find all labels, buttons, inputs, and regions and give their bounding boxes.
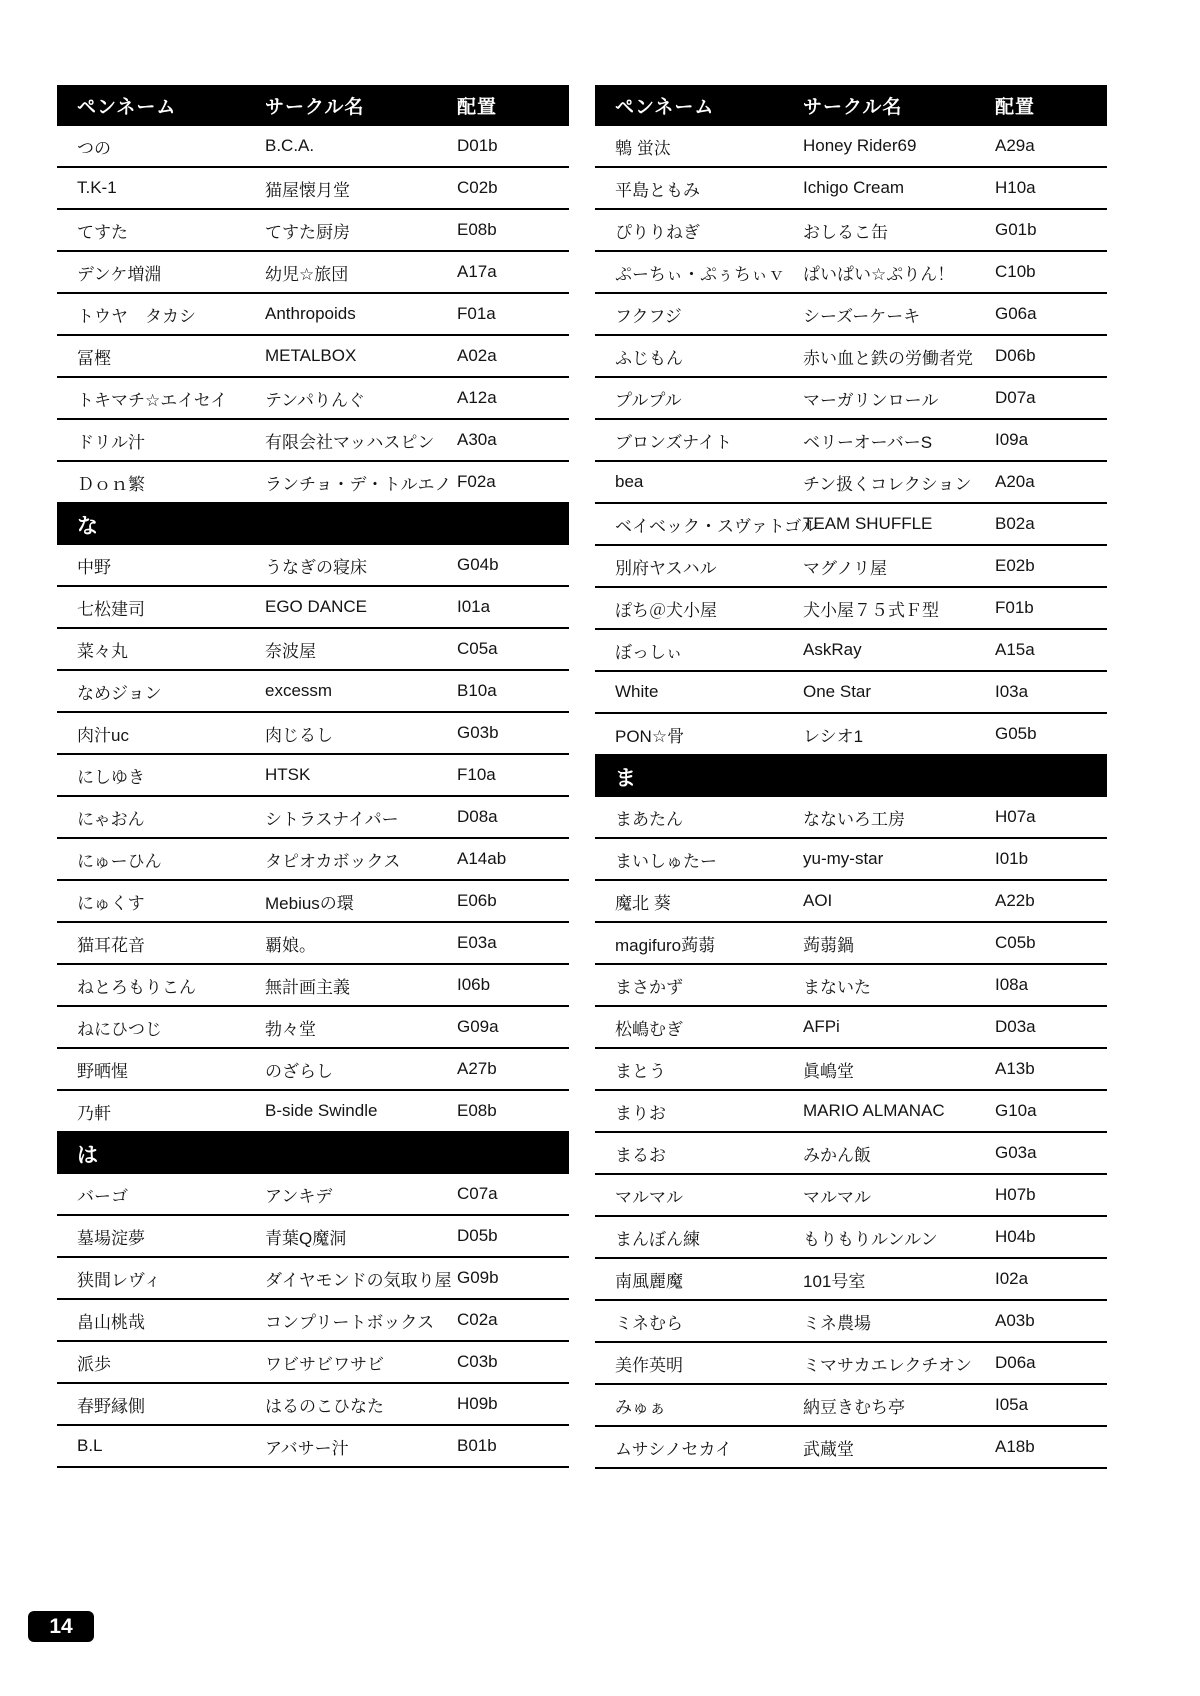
circle-name: 眞嶋堂 — [803, 1061, 854, 1081]
placement: D05b — [457, 1226, 498, 1245]
circle-name: マルマル — [803, 1187, 871, 1207]
table-row — [595, 672, 1107, 714]
placement: G01b — [995, 220, 1037, 239]
pen-name: まさかず — [615, 977, 683, 997]
pen-name: てすた — [77, 222, 128, 242]
pen-name: 別府ヤスハル — [615, 558, 717, 578]
placement: D01b — [457, 136, 498, 155]
header-placement: 配置 — [457, 97, 498, 118]
table-header — [57, 85, 569, 126]
circle-name: excessm — [265, 681, 333, 700]
pen-name: 冨樫 — [77, 348, 111, 368]
circle-name: ミネ農場 — [803, 1313, 871, 1333]
circle-name: マーガリンロール — [803, 390, 939, 410]
table-row — [595, 881, 1107, 923]
table-row — [595, 714, 1107, 756]
placement: I01b — [995, 849, 1029, 868]
placement: H07b — [995, 1185, 1036, 1204]
header-placement: 配置 — [995, 97, 1036, 118]
placement: A12a — [457, 388, 497, 407]
circle-name: シーズーケーキ — [803, 306, 921, 326]
pen-name: 鵯 蛍汰 — [615, 138, 671, 158]
pen-name: Ｄｏｎ繁 — [77, 474, 145, 494]
table-row — [595, 1091, 1107, 1133]
placement: E02b — [995, 556, 1035, 575]
circle-name: AFPi — [803, 1017, 840, 1036]
table-row — [57, 462, 569, 504]
pen-name: トウヤ タカシ — [77, 306, 196, 326]
circle-name: AskRay — [803, 640, 862, 659]
pen-name: ねにひつじ — [77, 1019, 162, 1039]
placement: G04b — [457, 555, 499, 574]
table-row — [57, 755, 569, 797]
placement: G06a — [995, 304, 1037, 323]
pen-name: ベイベック・スヴァトゴル — [615, 516, 819, 536]
placement: H07a — [995, 807, 1036, 826]
table-row — [57, 1091, 569, 1133]
circle-name: てすた厨房 — [265, 222, 350, 242]
pen-name: プルプル — [615, 390, 682, 410]
pen-name: 魔北 葵 — [615, 893, 671, 913]
placement: F01a — [457, 304, 496, 323]
pen-name: ドリル汁 — [77, 432, 145, 452]
circle-name: ランチョ・デ・トルエノ — [265, 474, 452, 494]
table-row — [57, 252, 569, 294]
header-pen-name: ペンネーム — [615, 97, 715, 118]
circle-name: Honey Rider69 — [803, 136, 917, 155]
circle-name: ダイヤモンドの気取り屋 — [265, 1270, 452, 1290]
pen-name: ぴりりねぎ — [615, 222, 700, 242]
table-row — [595, 1385, 1107, 1427]
table-row — [595, 1343, 1107, 1385]
circle-name: 覇娘。 — [265, 935, 316, 955]
placement: F02a — [457, 472, 496, 491]
table-row — [57, 839, 569, 881]
circle-name: ベリーオーバーS — [803, 432, 933, 452]
placement: C07a — [457, 1184, 498, 1203]
circle-name: One Star — [803, 682, 872, 701]
circle-name: ワビサビワサビ — [265, 1354, 384, 1374]
table-row — [595, 588, 1107, 630]
pen-name: ミネむら — [615, 1313, 683, 1333]
placement: I09a — [995, 430, 1029, 449]
pen-name: 野晒惺 — [77, 1061, 128, 1081]
pen-name: ねとろもりこん — [77, 977, 196, 997]
pen-name: マルマル — [615, 1187, 683, 1207]
placement: F01b — [995, 598, 1034, 617]
pen-name: PON☆骨 — [615, 726, 685, 746]
table-row — [595, 965, 1107, 1007]
pen-name: ぷーちぃ・ぷぅちぃｖ — [615, 264, 785, 284]
circle-name: テンパりんぐ — [265, 390, 365, 410]
table-row — [57, 671, 569, 713]
circle-name: 納豆きむち亭 — [803, 1397, 905, 1417]
table-row — [57, 168, 569, 210]
header-circle-name: サークル名 — [265, 97, 365, 118]
table-row — [595, 168, 1107, 210]
placement: A02a — [457, 346, 497, 365]
placement: A03b — [995, 1311, 1035, 1330]
table-row — [595, 378, 1107, 420]
table-row — [57, 797, 569, 839]
placement: I01a — [457, 597, 491, 616]
pen-name: ムサシノセカイ — [615, 1439, 732, 1459]
table-row — [57, 1384, 569, 1426]
placement: A14ab — [457, 849, 507, 868]
pen-name: White — [615, 682, 659, 701]
placement: B10a — [457, 681, 497, 700]
table-row — [57, 629, 569, 671]
circle-name: 武蔵堂 — [803, 1439, 854, 1459]
table-row — [57, 1342, 569, 1384]
table-row — [57, 713, 569, 755]
placement: A17a — [457, 262, 497, 281]
table-left — [57, 85, 569, 1469]
placement: B01b — [457, 1436, 497, 1455]
placement: G10a — [995, 1101, 1037, 1120]
placement: A29a — [995, 136, 1035, 155]
circle-name: のざらし — [265, 1061, 333, 1081]
table-row — [57, 420, 569, 462]
circle-name: 赤い血と鉄の労働者党 — [803, 348, 973, 368]
header-circle-name: サークル名 — [803, 97, 903, 118]
pen-name: デンケ増淵 — [77, 264, 162, 284]
table-row — [595, 1427, 1107, 1469]
table-row — [57, 587, 569, 629]
table-row — [595, 1217, 1107, 1259]
table-row — [595, 1259, 1107, 1301]
table-row — [595, 630, 1107, 672]
table-body-right — [595, 126, 1107, 1469]
table-area — [57, 85, 1107, 1469]
pen-name: 南風麗魔 — [615, 1271, 683, 1291]
table-row — [595, 504, 1107, 546]
circle-name: Ichigo Cream — [803, 178, 905, 197]
pen-name: まるお — [615, 1145, 666, 1165]
circle-name: シトラスナイパー — [265, 809, 399, 829]
pen-name: 乃軒 — [77, 1103, 111, 1123]
placement: A20a — [995, 472, 1035, 491]
circle-name: AOI — [803, 891, 833, 910]
table-row — [595, 839, 1107, 881]
pen-name: つの — [77, 138, 111, 158]
pen-name: 美作英明 — [615, 1355, 683, 1375]
placement: E08b — [457, 1101, 497, 1120]
placement: G09a — [457, 1017, 499, 1036]
pen-name: にゃおん — [77, 809, 145, 829]
pen-name: 七松建司 — [77, 599, 145, 619]
table-row — [595, 210, 1107, 252]
table-row — [57, 1007, 569, 1049]
circle-name: yu-my-star — [803, 849, 884, 868]
placement: G05b — [995, 724, 1037, 743]
table-row — [595, 1301, 1107, 1343]
table-row — [57, 378, 569, 420]
placement: E03a — [457, 933, 497, 952]
circle-name: HTSK — [265, 765, 311, 784]
table-row — [595, 420, 1107, 462]
circle-name: チン扱くコレクション — [803, 474, 972, 494]
circle-name: 有限会社マッハスピン — [265, 432, 435, 452]
placement: D06b — [995, 346, 1036, 365]
circle-name: TEAM SHUFFLE — [803, 514, 933, 533]
placement: C10b — [995, 262, 1036, 281]
circle-name: コンプリートボックス — [265, 1312, 435, 1332]
table-row — [595, 546, 1107, 588]
circle-name: ぱいぱい☆ぷりん！ — [803, 264, 955, 284]
placement: A27b — [457, 1059, 497, 1078]
section-divider — [57, 1133, 569, 1174]
pen-name: なめジョン — [77, 683, 162, 703]
circle-name: おしるこ缶 — [803, 222, 888, 242]
pen-name: 墓場淀夢 — [77, 1228, 145, 1248]
pen-name: ブロンズナイト — [615, 432, 732, 452]
pen-name: まあたん — [615, 809, 683, 829]
pen-name: T.K-1 — [77, 178, 117, 197]
placement: E08b — [457, 220, 497, 239]
pen-name: magifuro蒟蒻 — [615, 935, 716, 955]
placement: F10a — [457, 765, 496, 784]
circle-name: 101号室 — [803, 1271, 866, 1291]
section-divider-label: な — [77, 514, 98, 538]
circle-name: みかん飯 — [803, 1145, 871, 1165]
placement: G03a — [995, 1143, 1037, 1162]
pen-name: 松嶋むぎ — [615, 1019, 683, 1039]
table-row — [595, 1175, 1107, 1217]
circle-name: 奈波屋 — [265, 641, 316, 661]
table-row — [57, 1049, 569, 1091]
table-row — [57, 881, 569, 923]
circle-name: METALBOX — [265, 346, 357, 365]
placement: C03b — [457, 1352, 498, 1371]
circle-name: 勃々堂 — [265, 1019, 316, 1039]
placement: D03a — [995, 1017, 1036, 1036]
circle-name: 青葉Q魔洞 — [265, 1228, 347, 1248]
table-row — [57, 294, 569, 336]
placement: I06b — [457, 975, 491, 994]
table-body-left — [57, 126, 569, 1468]
circle-name: 幼児☆旅団 — [265, 264, 349, 284]
page-number-badge: 14 — [28, 1611, 94, 1642]
placement: A30a — [457, 430, 497, 449]
placement: A22b — [995, 891, 1035, 910]
circle-name: もりもりルンルン — [803, 1229, 938, 1249]
placement: I08a — [995, 975, 1029, 994]
pen-name: まとう — [615, 1061, 666, 1081]
placement: C05a — [457, 639, 498, 658]
circle-name: 肉じるし — [265, 725, 333, 745]
table-row — [595, 797, 1107, 839]
table-row — [57, 210, 569, 252]
pen-name: 狭間レヴィ — [77, 1270, 161, 1290]
table-right — [595, 85, 1107, 1469]
placement: B02a — [995, 514, 1035, 533]
pen-name: 猫耳花音 — [77, 935, 145, 955]
table-row — [57, 1216, 569, 1258]
table-row — [595, 1049, 1107, 1091]
pen-name: bea — [615, 472, 644, 491]
circle-name: EGO DANCE — [265, 597, 368, 616]
pen-name: フクフジ — [615, 306, 682, 326]
placement: C02b — [457, 178, 498, 197]
section-divider-label: ま — [615, 766, 636, 790]
pen-name: 派歩 — [77, 1354, 111, 1374]
placement: I02a — [995, 1269, 1029, 1288]
pen-name: まんぼん練 — [615, 1229, 700, 1249]
placement: A13b — [995, 1059, 1035, 1078]
table-row — [595, 294, 1107, 336]
circle-name: タピオカボックス — [265, 851, 401, 871]
table-row — [595, 126, 1107, 168]
pen-name: 菜々丸 — [77, 641, 128, 661]
circle-name: なないろ工房 — [803, 809, 905, 829]
circle-name: はるのこひなた — [265, 1396, 384, 1416]
table-row — [57, 1300, 569, 1342]
circle-name: 無計画主義 — [265, 977, 350, 997]
placement: I05a — [995, 1395, 1029, 1414]
pen-name: 平島ともみ — [615, 180, 700, 200]
table-row — [57, 965, 569, 1007]
circle-name: マグノリ屋 — [803, 558, 887, 578]
section-divider-label: は — [77, 1143, 98, 1167]
circle-name: アンキデ — [265, 1186, 333, 1206]
table-row — [57, 126, 569, 168]
table-row — [57, 1258, 569, 1300]
placement: C02a — [457, 1310, 498, 1329]
placement: A18b — [995, 1437, 1035, 1456]
table-row — [595, 1133, 1107, 1175]
pen-name: 畠山桃哉 — [77, 1312, 145, 1332]
circle-name: Anthropoids — [265, 304, 356, 323]
circle-name: MARIO ALMANAC — [803, 1101, 945, 1120]
placement: H04b — [995, 1227, 1036, 1246]
pen-name: 中野 — [77, 557, 111, 577]
placement: H09b — [457, 1394, 498, 1413]
circle-name: Mebiusの環 — [265, 893, 354, 913]
placement: A15a — [995, 640, 1035, 659]
pen-name: 肉汁uc — [77, 725, 129, 745]
circle-name: B-side Swindle — [265, 1101, 378, 1120]
pen-name: にゅくす — [77, 893, 145, 913]
circle-name: 蒟蒻鍋 — [803, 935, 854, 955]
table-row — [595, 462, 1107, 504]
circle-name: B.C.A. — [265, 136, 315, 155]
pen-name: にしゆき — [77, 767, 145, 787]
placement: G09b — [457, 1268, 499, 1287]
pen-name: ぼっしぃ — [615, 642, 683, 662]
pen-name: ぽち＠犬小屋 — [615, 600, 717, 620]
placement: H10a — [995, 178, 1036, 197]
table-row — [595, 336, 1107, 378]
pen-name: B.L — [77, 1436, 103, 1455]
pen-name: 春野縁側 — [77, 1396, 145, 1416]
placement: G03b — [457, 723, 499, 742]
placement: D06a — [995, 1353, 1036, 1372]
placement: E06b — [457, 891, 497, 910]
circle-name: 犬小屋７５式Ｆ型 — [803, 600, 939, 620]
table-row — [595, 923, 1107, 965]
table-header — [595, 85, 1107, 126]
pen-name: ふじもん — [615, 348, 683, 368]
header-pen-name: ペンネーム — [77, 97, 177, 118]
pen-name: みゅぁ — [615, 1397, 666, 1417]
pen-name: バーゴ — [77, 1186, 128, 1206]
pen-name: にゅーひん — [77, 851, 162, 871]
circle-name: アバサー汁 — [265, 1438, 349, 1458]
placement: D08a — [457, 807, 498, 826]
table-row — [57, 923, 569, 965]
circle-name: レシオ1 — [803, 726, 864, 746]
placement: I03a — [995, 682, 1029, 701]
table-row — [57, 1426, 569, 1468]
table-row — [595, 1007, 1107, 1049]
table-row — [57, 336, 569, 378]
placement: C05b — [995, 933, 1036, 952]
table-row — [595, 252, 1107, 294]
pen-name: まいしゅたー — [615, 851, 717, 871]
circle-name: 猫屋懐月堂 — [265, 180, 350, 200]
pen-name: トキマチ☆エイセイ — [77, 390, 228, 410]
circle-name: ミマサカエレクチオン — [803, 1355, 972, 1375]
section-divider — [595, 756, 1107, 797]
table-row — [57, 545, 569, 587]
section-divider — [57, 504, 569, 545]
circle-name: うなぎの寝床 — [265, 557, 367, 577]
pen-name: まりお — [615, 1103, 666, 1123]
placement: D07a — [995, 388, 1036, 407]
table-row — [57, 1174, 569, 1216]
circle-name: まないた — [803, 977, 871, 997]
